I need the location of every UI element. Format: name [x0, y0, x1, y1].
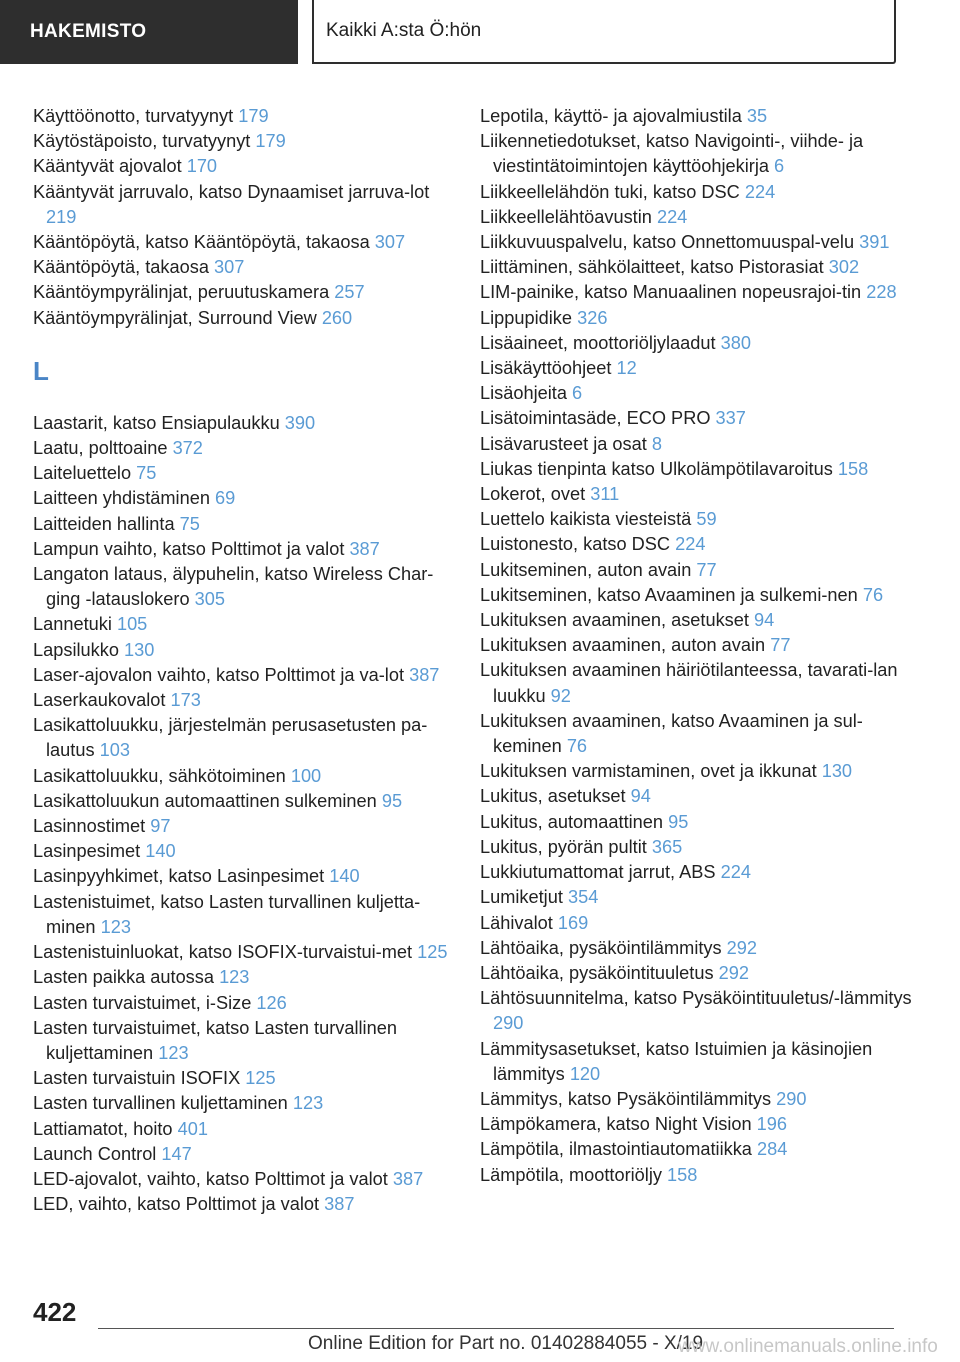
index-entry-text: Lisävarusteet ja osat — [480, 433, 647, 454]
index-entry-text: Lasten turvaistuimet, katso Lasten turvallinen kuljettaminen — [33, 1017, 397, 1063]
index-entry-text: Lukitseminen, auton avain — [480, 559, 692, 580]
page-link[interactable]: 76 — [566, 736, 588, 757]
page-link[interactable]: 260 — [321, 307, 353, 328]
index-entry — [480, 961, 920, 986]
index-entry-text: Kääntyvät ajovalot — [33, 156, 182, 177]
page-link[interactable]: 94 — [630, 786, 651, 807]
page-link[interactable]: 77 — [770, 635, 791, 656]
index-entry-text: Liikennetiedotukset, katso Navigointi-, viihde- ja viestintätoimintojen käyttöohjekirja — [480, 131, 864, 177]
page-link[interactable]: 387 — [392, 1168, 424, 1189]
index-entry-text: Laiteluettelo — [33, 463, 132, 484]
page-link[interactable]: 196 — [756, 1114, 788, 1135]
index-entry-text: LIM-painike, katso Manuaalinen nopeusrajoi-tin — [480, 282, 862, 303]
page-link[interactable]: 105 — [116, 614, 148, 635]
page-link[interactable]: 95 — [668, 811, 689, 832]
index-entry-text: Lasinpesimet — [33, 841, 141, 862]
index-entry — [480, 936, 920, 961]
page-link[interactable]: 123 — [219, 967, 250, 988]
page-link[interactable]: 97 — [150, 816, 171, 837]
index-entry-text: Laitteiden hallinta — [33, 513, 175, 534]
index-entry — [480, 911, 920, 936]
page-link[interactable]: 147 — [161, 1143, 192, 1164]
index-entry — [33, 129, 453, 154]
index-entry — [33, 180, 453, 230]
index-entry-text: Liittäminen, sähkölaitteet, katso Pistorasiat — [480, 257, 824, 278]
index-entry-text: Lisäaineet, moottoriöljylaadut — [480, 332, 716, 353]
index-entry-text: Lämpötila, ilmastointiautomatiikka — [480, 1139, 752, 1160]
index-entry-text: Kääntöpöytä, katso Kääntöpöytä, takaosa — [33, 232, 370, 253]
page-link[interactable]: 95 — [381, 790, 403, 811]
index-entry — [33, 713, 453, 763]
index-entry — [480, 709, 920, 759]
page-link[interactable]: 387 — [324, 1194, 355, 1215]
page-link[interactable]: 305 — [194, 589, 225, 610]
index-entry — [480, 432, 920, 457]
page-link[interactable]: 179 — [255, 131, 286, 152]
page-link[interactable]: 307 — [214, 257, 245, 278]
index-entry — [480, 583, 920, 608]
page-link[interactable]: 92 — [550, 685, 571, 706]
index-entry — [480, 558, 920, 583]
index-entry-text: Lukituksen avaaminen häiriötilanteessa, tavarati-lan luukku — [480, 660, 898, 706]
page-link[interactable]: 103 — [99, 740, 130, 761]
page-link[interactable]: 123 — [100, 916, 131, 937]
index-entry — [480, 306, 920, 331]
page-link[interactable]: 224 — [744, 181, 776, 202]
page-link[interactable]: 391 — [859, 232, 890, 253]
index-entry — [480, 835, 920, 860]
index-entry — [33, 1142, 453, 1167]
index-entry-text: Liikkeellelähdön tuki, katso DSC — [480, 181, 740, 202]
index-entry — [480, 280, 920, 305]
index-entry-text: Lukitus, automaattinen — [480, 811, 664, 832]
index-entry — [480, 406, 920, 431]
index-entry — [33, 814, 453, 839]
index-entry — [33, 940, 453, 965]
page-link[interactable]: 390 — [284, 412, 316, 433]
section-label: HAKEMISTO — [30, 21, 147, 42]
index-entry — [480, 860, 920, 885]
page-link[interactable]: 387 — [409, 664, 440, 685]
page-link[interactable]: 179 — [238, 106, 269, 126]
index-entry-text: Lannetuki — [33, 614, 112, 635]
index-entry-text: Lämpötila, moottoriöljy — [480, 1164, 662, 1185]
index-entry — [33, 154, 453, 179]
index-entry — [480, 104, 920, 129]
index-entry — [480, 810, 920, 835]
index-entry — [480, 885, 920, 910]
index-entry-text: Kääntöympyrälinjat, peruutuskamera — [33, 282, 330, 303]
index-entry — [33, 638, 453, 663]
index-entry-text: Lähivalot — [480, 912, 553, 933]
index-entry-text: Lumiketjut — [480, 887, 563, 908]
index-entry — [480, 129, 920, 179]
index-entry-text: Kääntyvät jarruvalo, katso Dynaamiset jarruva-lot — [33, 181, 430, 202]
page-link[interactable]: 337 — [715, 408, 746, 429]
page-link[interactable]: 401 — [177, 1118, 208, 1139]
page-link[interactable]: 120 — [569, 1063, 601, 1084]
index-entry — [33, 1066, 453, 1091]
page-link[interactable]: 8 — [651, 433, 663, 454]
page-link[interactable]: 130 — [124, 639, 155, 660]
index-entry-text: Lämpökamera, katso Night Vision — [480, 1114, 752, 1135]
index-entry-text: Lasikattoluukku, sähkötoiminen — [33, 765, 286, 786]
index-entry — [33, 104, 453, 129]
index-entry — [480, 180, 920, 205]
index-entry — [33, 890, 453, 940]
page-link[interactable]: 158 — [667, 1164, 698, 1185]
index-entry — [480, 784, 920, 809]
index-entry-text: Lämmitys, katso Pysäköintilämmitys — [480, 1088, 772, 1109]
index-entry — [33, 461, 453, 486]
page-link[interactable]: 126 — [256, 992, 287, 1013]
index-entry — [33, 255, 453, 280]
index-entry — [480, 381, 920, 406]
index-entry-text: Lukituksen avaaminen, auton avain — [480, 635, 766, 656]
index-entry — [480, 1087, 920, 1112]
index-entry — [480, 608, 920, 633]
index-entry-text: Lippupidike — [480, 307, 573, 328]
index-entry-text: Laatu, polttoaine — [33, 438, 168, 459]
index-entry — [480, 633, 920, 658]
page-link[interactable]: 224 — [675, 534, 706, 555]
index-entry-text: Käytöstäpoisto, turvatyynyt — [33, 131, 251, 152]
index-entry — [480, 1037, 920, 1087]
page-link[interactable]: 140 — [145, 841, 176, 862]
page-link[interactable]: 326 — [577, 307, 608, 328]
index-letter-heading: L — [33, 355, 49, 386]
page-link[interactable]: 354 — [567, 887, 599, 908]
index-entry — [33, 1091, 453, 1116]
section-tab — [0, 0, 298, 64]
page-link[interactable]: 12 — [616, 358, 637, 379]
index-entry — [480, 331, 920, 356]
index-entry-text: Lampun vaihto, katso Polttimot ja valot — [33, 538, 345, 559]
page-link[interactable]: 380 — [720, 332, 751, 353]
index-entry-text: Lisäkäyttöohjeet — [480, 358, 612, 379]
index-entry — [480, 1112, 920, 1137]
index-entry-text: Lisätoimintasäde, ECO PRO — [480, 408, 711, 429]
page-link[interactable]: 158 — [837, 458, 869, 479]
index-entry — [480, 1163, 920, 1188]
index-entry-text: Lähtösuunnitelma, katso Pysäköintituuletus/-lämmitys — [480, 988, 912, 1009]
index-entry-text: Lähtöaika, pysäköintituuletus — [480, 962, 714, 983]
index-entry — [33, 991, 453, 1016]
index-entry — [33, 1167, 453, 1192]
index-entry — [480, 507, 920, 532]
page-link[interactable]: 140 — [329, 866, 360, 887]
page-link[interactable]: 6 — [572, 383, 583, 404]
edition-note: Online Edition for Part no. 01402884055 - X/19 — [308, 1333, 704, 1354]
index-entry — [33, 562, 453, 612]
index-entry — [33, 306, 453, 331]
index-entry-text: Launch Control — [33, 1143, 157, 1164]
page-link[interactable]: 307 — [374, 232, 406, 253]
page-link[interactable]: 94 — [754, 610, 775, 631]
page-link[interactable]: 100 — [290, 765, 322, 786]
index-entry-text: LED-ajovalot, vaihto, katso Polttimot ja valot — [33, 1168, 388, 1189]
page-link[interactable]: 173 — [170, 690, 201, 711]
index-entry-text: Lisäohjeita — [480, 383, 567, 404]
index-entry — [33, 764, 453, 789]
index-entry-text: Lukitseminen, katso Avaaminen ja sulkemi-nen — [480, 584, 858, 605]
index-entry — [480, 205, 920, 230]
index-entry — [33, 1192, 453, 1217]
page-link[interactable]: 365 — [651, 836, 683, 857]
index-entry — [480, 986, 920, 1036]
index-entry — [480, 255, 920, 280]
index-entry-text: Lukitus, pyörän pultit — [480, 836, 647, 857]
page-link[interactable]: 76 — [862, 584, 884, 605]
index-entry-text: Lasten turvaistuin ISOFIX — [33, 1068, 241, 1089]
index-entry-text: Luettelo kaikista viesteistä — [480, 509, 692, 530]
index-entry — [33, 1117, 453, 1142]
page-link[interactable]: 169 — [557, 912, 589, 933]
index-entry-text: Lokerot, ovet — [480, 484, 586, 505]
watermark: www.onlinemanuals.online.info — [678, 1336, 938, 1357]
index-entry-text: Lasinpyyhkimet, katso Lasinpesimet — [33, 866, 325, 887]
index-entry — [33, 486, 453, 511]
index-entry — [33, 612, 453, 637]
index-entry — [33, 789, 453, 814]
index-entry-text: Liikkeellelähtöavustin — [480, 206, 652, 227]
index-entry-text: Lepotila, käyttö- ja ajovalmiustila — [480, 106, 742, 126]
index-entry-text: Lukkiutumattomat jarrut, ABS — [480, 862, 716, 883]
index-entry-text: Laserkaukovalot — [33, 690, 166, 711]
index-entry — [33, 864, 453, 889]
page-link[interactable]: 257 — [334, 282, 365, 303]
index-column-left — [33, 104, 453, 1217]
page-link[interactable]: 224 — [720, 862, 751, 883]
index-entry — [33, 411, 453, 436]
index-entry — [33, 512, 453, 537]
index-entry-text: Kääntöpöytä, takaosa — [33, 257, 209, 278]
index-entry — [480, 532, 920, 557]
page-link[interactable]: 387 — [349, 538, 380, 559]
index-entry — [33, 663, 453, 688]
index-entry — [480, 230, 920, 255]
index-entry-text: Lämmitysasetukset, katso Istuimien ja käsinojien lämmitys — [480, 1038, 873, 1084]
index-entry-text: Lasikattoluukun automaattinen sulkeminen — [33, 790, 377, 811]
index-entry — [33, 280, 453, 305]
index-entry-text: Lastenistuimet, katso Lasten turvallinen kuljetta-minen — [33, 891, 421, 937]
footer-divider — [98, 1328, 894, 1329]
page-link[interactable]: 228 — [866, 282, 897, 303]
index-entry-text: Lukituksen avaaminen, katso Avaaminen ja sul-keminen — [480, 710, 863, 757]
page-number: 422 — [33, 1297, 77, 1327]
index-entry-text: Kääntöympyrälinjat, Surround View — [33, 307, 317, 328]
index-entry-text: Lasinnostimet — [33, 816, 146, 837]
index-entry — [480, 482, 920, 507]
page-link[interactable]: 125 — [417, 942, 448, 963]
page-link[interactable]: 311 — [590, 484, 620, 505]
index-entry — [33, 436, 453, 461]
page-link[interactable]: 77 — [696, 559, 717, 580]
index-entry — [480, 658, 920, 708]
index-entry-text: Liikkuvuuspalvelu, katso Onnettomuuspal-velu — [480, 232, 855, 253]
index-entry-text: Lasten paikka autossa — [33, 967, 214, 988]
page-link[interactable]: 224 — [656, 206, 688, 227]
header-title: Kaikki A:sta Ö:hön — [326, 20, 482, 41]
index-entry — [480, 356, 920, 381]
index-entry — [33, 230, 453, 255]
index-entry-text: Lasikattoluukku, järjestelmän perusasetusten pa-lautus — [33, 715, 428, 761]
page-link[interactable]: 290 — [776, 1088, 807, 1109]
index-entry-text: Lattiamatot, hoito — [33, 1118, 173, 1139]
index-entry-text: Lukitus, asetukset — [480, 786, 626, 807]
index-entry — [480, 1137, 920, 1162]
page-link[interactable]: 219 — [46, 206, 77, 227]
index-entry-text: Lukituksen avaaminen, asetukset — [480, 610, 749, 631]
page-link[interactable]: 284 — [757, 1139, 788, 1160]
index-entry — [33, 965, 453, 990]
page-link[interactable]: 372 — [172, 438, 203, 459]
index-entry-text: Laitteen yhdistäminen — [33, 488, 210, 509]
page-link[interactable]: 302 — [828, 257, 860, 278]
index-column-right — [480, 104, 920, 1188]
index-entry-text: Laser-ajovalon vaihto, katso Polttimot ja va-lot — [33, 664, 405, 685]
index-entry — [33, 839, 453, 864]
page-link[interactable]: 290 — [493, 1013, 524, 1034]
page-link[interactable]: 75 — [179, 513, 200, 534]
page-link[interactable]: 69 — [215, 488, 236, 509]
index-entry-text: Lastenistuinluokat, katso ISOFIX-turvaistui-met — [33, 942, 413, 963]
index-entry-text: Lasten turvallinen kuljettaminen — [33, 1093, 288, 1114]
index-entry-text: LED, vaihto, katso Polttimot ja valot — [33, 1194, 320, 1215]
index-entry — [33, 688, 453, 713]
index-entry — [33, 1016, 453, 1066]
index-entry-text: Lasten turvaistuimet, i-Size — [33, 992, 252, 1013]
page-link[interactable]: 123 — [292, 1093, 324, 1114]
page-link[interactable]: 35 — [746, 106, 768, 126]
page-link[interactable]: 75 — [136, 463, 157, 484]
page-link[interactable]: 59 — [696, 509, 717, 530]
index-entry — [33, 537, 453, 562]
index-entry-text: Liukas tienpinta katso Ulkolämpötilavaroitus — [480, 458, 833, 479]
page-link[interactable]: 130 — [821, 761, 853, 782]
index-entry-text: Luistonesto, katso DSC — [480, 534, 671, 555]
index-entry-text: Langaton lataus, älypuhelin, katso Wireless Char-ging -latauslokero — [33, 564, 434, 610]
index-entry-text: Lapsilukko — [33, 639, 119, 660]
page-link[interactable]: 6 — [774, 156, 785, 177]
page-link[interactable]: 292 — [726, 937, 758, 958]
index-entry-text: Lukituksen varmistaminen, ovet ja ikkunat — [480, 761, 817, 782]
index-entry-text: Käyttöönotto, turvatyynyt — [33, 106, 234, 126]
index-entry — [480, 457, 920, 482]
page-link[interactable]: 125 — [245, 1068, 276, 1089]
index-entry-text: Lähtöaika, pysäköintilämmitys — [480, 937, 722, 958]
index-entry — [480, 759, 920, 784]
index-entry-text: Laastarit, katso Ensiapulaukku — [33, 412, 280, 433]
page-link[interactable]: 170 — [186, 156, 218, 177]
page-link[interactable]: 292 — [718, 962, 749, 983]
page-link[interactable]: 123 — [158, 1042, 189, 1063]
header-title-box — [312, 0, 896, 64]
